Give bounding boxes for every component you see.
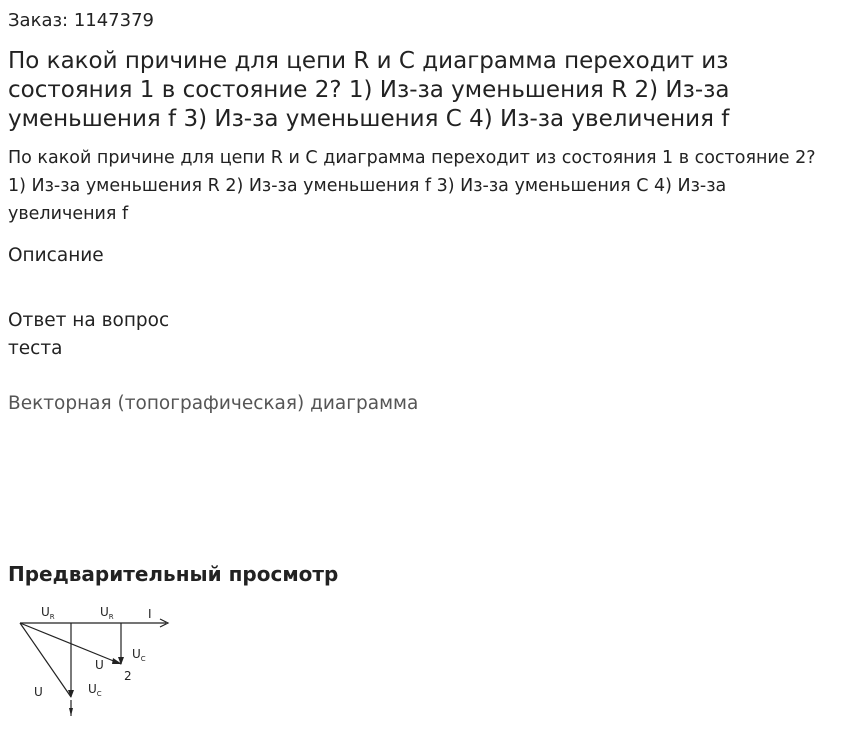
- current-label: I: [148, 607, 152, 621]
- ur2-label: $U_R$: [100, 605, 114, 621]
- order-number: Заказ: 1147379: [8, 10, 154, 31]
- page-title: По какой причине для цепи R и C диаграмма переходит из состояния 1 в состояние 2? 1) Из-за уменьшения R 2) Из-за уменьшения f 3) Из-за уменьшения C 4) Из-за увеличения f: [8, 48, 730, 132]
- subject-link[interactable]: Векторная (топографическая) диаграмма: [8, 393, 419, 414]
- ur1-label: $U_R$: [41, 605, 55, 621]
- tail-arrowhead: [69, 708, 73, 716]
- answer-type-label: Ответ на вопрос теста: [8, 310, 170, 359]
- section-label-description: Описание: [8, 245, 104, 266]
- question-description: По какой причине для цепи R и C диаграмма переходит из состояния 1 в состояние 2? 1) Из-за уменьшения R 2) Из-за уменьшения f 3) Из-за уменьшения C 4) Из-за увеличения f: [8, 148, 816, 224]
- uc1-label: $U_C$: [88, 682, 102, 698]
- state2-label: 2: [124, 669, 132, 683]
- u1-label: U: [34, 685, 43, 699]
- vector-diagram-svg: [14, 600, 174, 722]
- u1-vector-line: [20, 623, 71, 697]
- preview-heading: Предварительный просмотр: [8, 562, 339, 586]
- preview-diagram[interactable]: [14, 600, 174, 722]
- u2-label: U: [95, 658, 104, 672]
- uc2-label: $U_C$: [132, 647, 146, 663]
